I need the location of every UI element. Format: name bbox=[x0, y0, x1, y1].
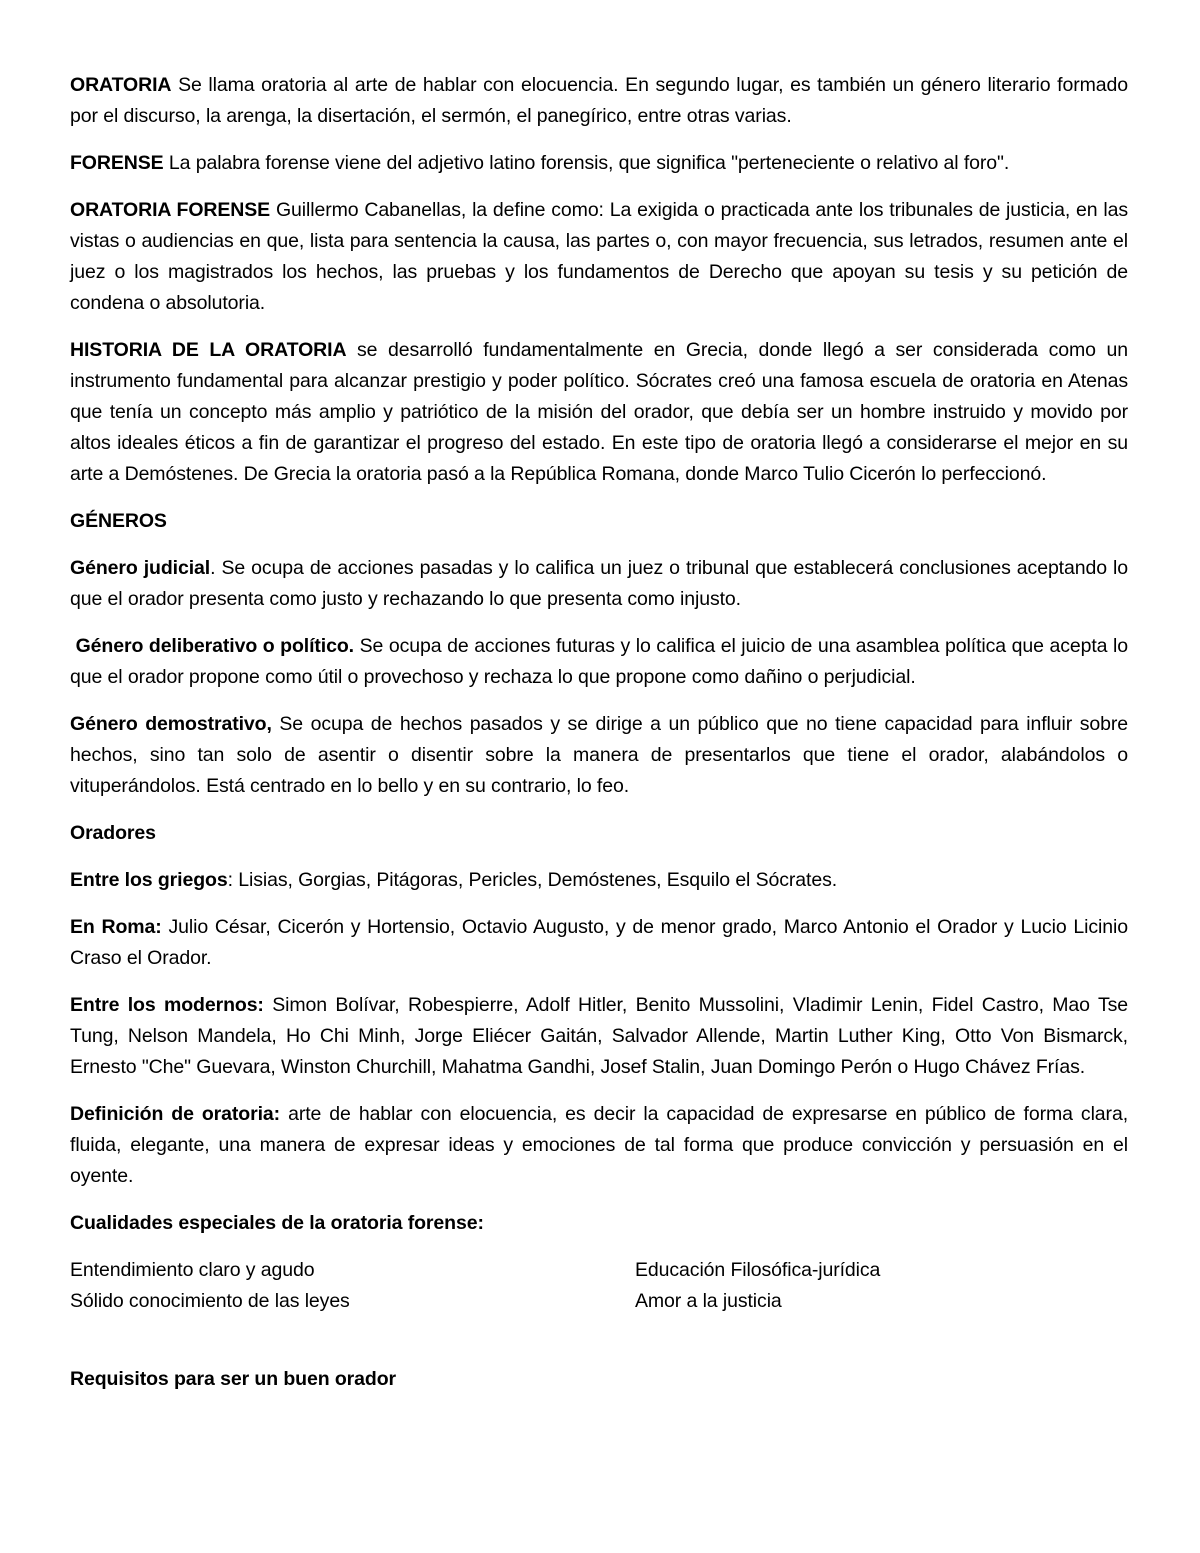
paragraph-roma bbox=[70, 912, 1128, 974]
text-definicion: arte de hablar con elocuencia, es decir la capacidad de expresarse en público de forma clara, fluida, elegante, una manera de expresar ideas y emociones de tal forma que produce convicción y persuasión en el oyente. bbox=[70, 1103, 1129, 1187]
term-genero-demostrativo: Género demostrativo, bbox=[70, 713, 272, 735]
term-oratoria: ORATORIA bbox=[70, 74, 172, 96]
text-oratoria-forense: Guillermo Cabanellas, la define como: La exigida o practicada ante los tribunales de justicia, en las vistas o audiencias en que, lista para sentencia la causa, las partes o, con mayor frecuencia, sus letrados, resumen ante el juez o los magistrados los hechos, las pruebas y los fundamentos de Derecho que apoyan su tesis y su petición de condena o absolutoria. bbox=[70, 199, 1128, 314]
text-historia: se desarrolló fundamentalmente en Grecia, donde llegó a ser considerada como un instrumento fundamental para alcanzar prestigio y poder político. Sócrates creó una famosa escuela de oratoria en Atenas que tenía un concepto más amplio y patriótico de la misión del orador, que debía ser un hombre instruido y movido por altos ideales éticos a fin de garantizar el progreso del estado. En este tipo de oratoria llegó a considerarse el mejor en su arte a Demóstenes. De Grecia la oratoria pasó a la República Romana, donde Marco Tulio Cicerón lo perfeccionó. bbox=[70, 339, 1128, 485]
text-griegos: : Lisias, Gorgias, Pitágoras, Pericles, Demóstenes, Esquilo el Sócrates. bbox=[227, 869, 838, 891]
generos-heading-text: GÉNEROS bbox=[70, 510, 167, 532]
heading-generos bbox=[70, 506, 1128, 537]
paragraph-genero-deliberativo bbox=[70, 631, 1128, 693]
term-griegos: Entre los griegos bbox=[70, 869, 228, 891]
paragraph-definicion bbox=[70, 1099, 1128, 1192]
text-roma: Julio César, Cicerón y Hortensio, Octavio Augusto, y de menor grado, Marco Antonio el Orador y Lucio Licinio Craso el Orador. bbox=[70, 916, 1128, 969]
term-oratoria-forense: ORATORIA FORENSE bbox=[70, 199, 271, 221]
term-roma: En Roma: bbox=[70, 916, 162, 938]
paragraph-genero-judicial bbox=[70, 553, 1128, 615]
heading-oradores bbox=[70, 818, 1128, 849]
cualidad-right: Amor a la justicia bbox=[635, 1290, 782, 1312]
paragraph-forense bbox=[70, 148, 1128, 179]
paragraph-oratoria bbox=[70, 70, 1128, 132]
paragraph-genero-demostrativo bbox=[70, 709, 1128, 802]
oradores-heading-text: Oradores bbox=[70, 822, 156, 844]
blank-line bbox=[70, 1317, 1128, 1364]
cualidades-heading-text: Cualidades especiales de la oratoria forense: bbox=[70, 1212, 484, 1234]
heading-cualidades bbox=[70, 1208, 1128, 1239]
cualidades-row bbox=[70, 1286, 1128, 1317]
text-genero-deliberativo: Se ocupa de acciones futuras y lo califica el juicio de una asamblea política que acepta lo que el orador propone como útil o provechoso y rechaza lo que propone como dañino o perjudicial. bbox=[70, 635, 1128, 688]
term-genero-judicial: Género judicial bbox=[70, 557, 211, 579]
paragraph-griegos bbox=[70, 865, 1128, 896]
term-definicion: Definición de oratoria: bbox=[70, 1103, 281, 1125]
text-oratoria: Se llama oratoria al arte de hablar con elocuencia. En segundo lugar, es también un género literario formado por el discurso, la arenga, la disertación, el sermón, el panegírico, entre otras varias. bbox=[70, 74, 1128, 127]
term-historia: HISTORIA DE LA ORATORIA bbox=[70, 339, 347, 361]
text-modernos: Simon Bolívar, Robespierre, Adolf Hitler, Benito Mussolini, Vladimir Lenin, Fidel Castro, Mao Tse Tung, Nelson Mandela, Ho Chi Minh, Jorge Eliécer Gaitán, Salvador Allende, Martin Luther King, Otto Von Bismarck, Ernesto "Che" Guevara, Winston Churchill, Mahatma Gandhi, Josef Stalin, Juan Domingo Perón o Hugo Chávez Frías. bbox=[70, 994, 1128, 1078]
requisitos-heading-text: Requisitos para ser un buen orador bbox=[70, 1368, 396, 1390]
cualidad-right: Educación Filosófica-jurídica bbox=[635, 1259, 881, 1281]
paragraph-historia bbox=[70, 335, 1128, 490]
paragraph-modernos bbox=[70, 990, 1128, 1083]
heading-requisitos bbox=[70, 1364, 1128, 1395]
cualidad-left: Sólido conocimiento de las leyes bbox=[70, 1290, 350, 1312]
paragraph-oratoria-forense bbox=[70, 195, 1128, 319]
document-page bbox=[70, 70, 1128, 1411]
text-genero-demostrativo: Se ocupa de hechos pasados y se dirige a un público que no tiene capacidad para influir sobre hechos, sino tan solo de asentir o disentir sobre la manera de presentarlos que tiene el orador, alabándolos o vituperándolos. Está centrado en lo bello y en su contrario, lo feo. bbox=[70, 713, 1128, 797]
cualidad-left: Entendimiento claro y agudo bbox=[70, 1259, 315, 1281]
cualidades-row bbox=[70, 1255, 1128, 1286]
text-genero-judicial: . Se ocupa de acciones pasadas y lo califica un juez o tribunal que establecerá conclusiones aceptando lo que el orador presenta como justo y rechazando lo que presenta como injusto. bbox=[70, 557, 1129, 610]
term-modernos: Entre los modernos: bbox=[70, 994, 264, 1016]
text-forense: La palabra forense viene del adjetivo latino forensis, que significa "perteneciente o relativo al foro". bbox=[163, 152, 1010, 174]
term-genero-deliberativo: Género deliberativo o político. bbox=[70, 635, 354, 657]
term-forense: FORENSE bbox=[70, 152, 164, 174]
